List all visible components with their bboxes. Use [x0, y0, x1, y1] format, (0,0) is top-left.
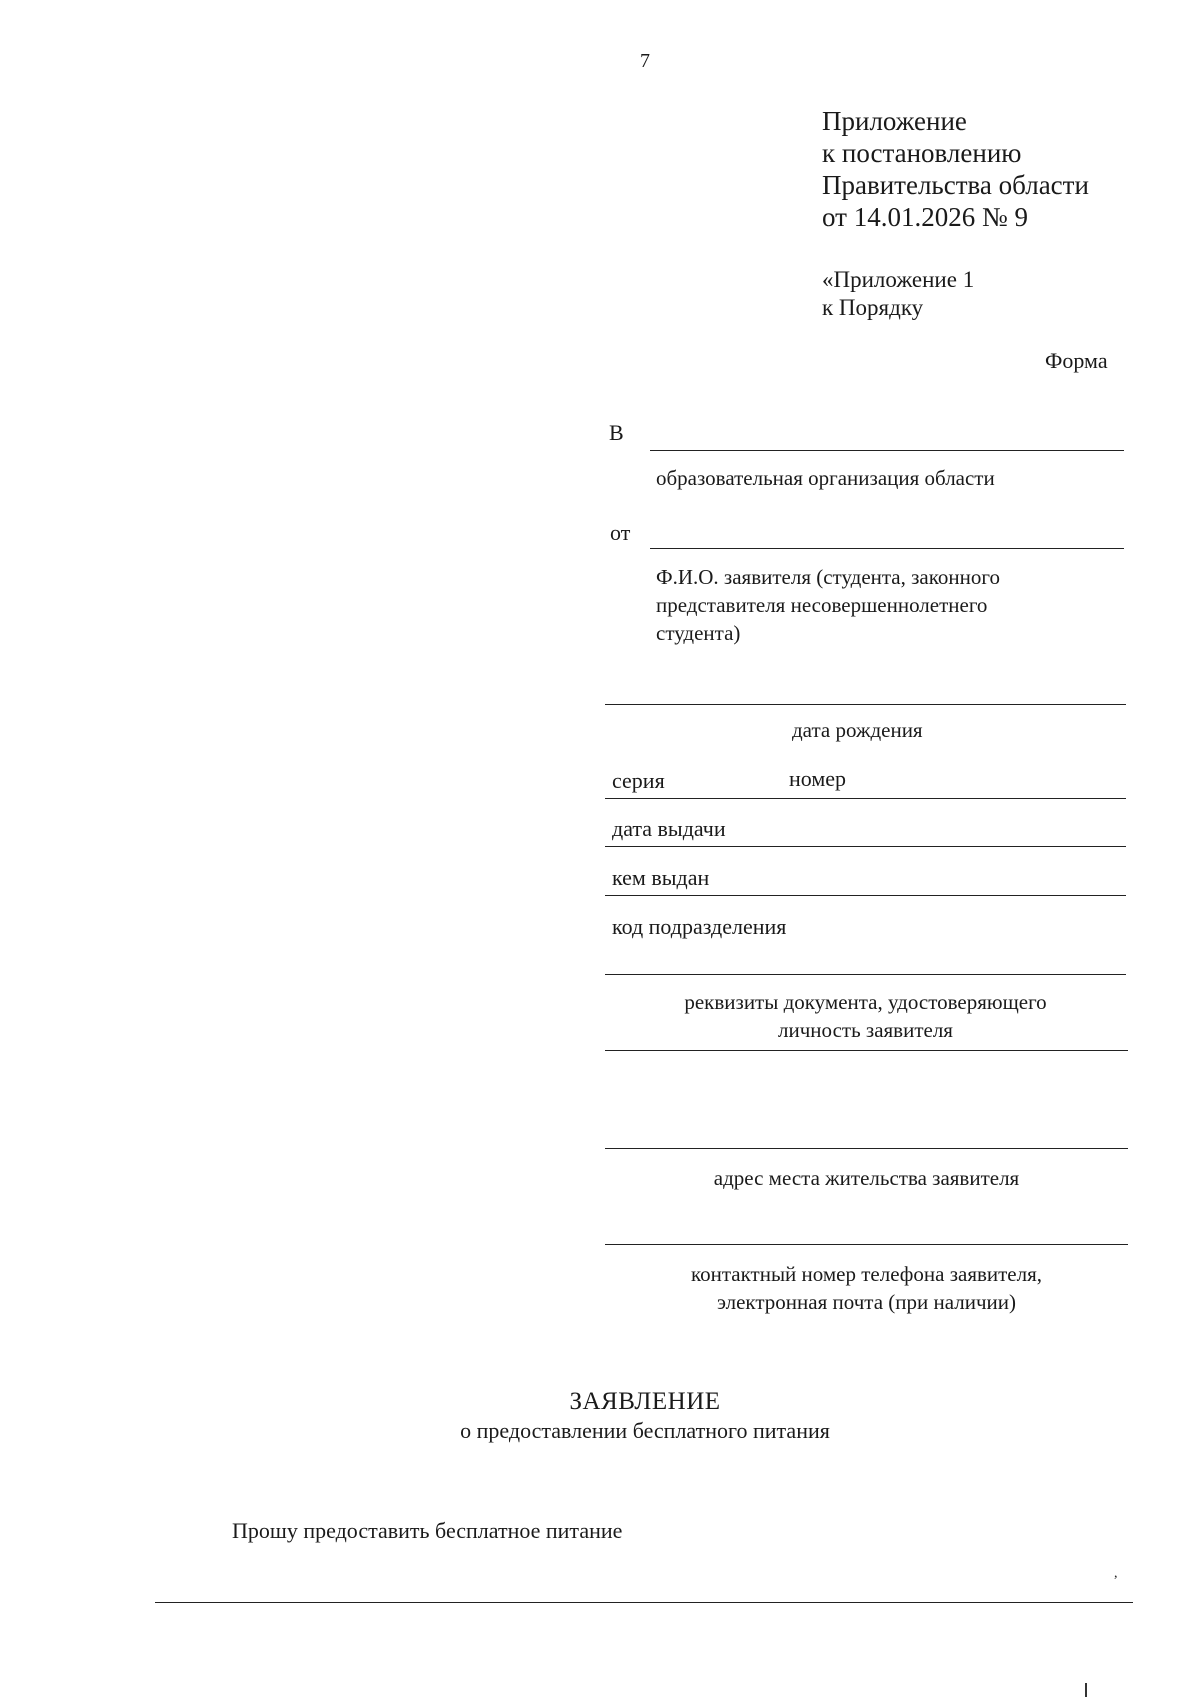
- contact-caption-line: электронная почта (при наличии): [717, 1290, 1016, 1314]
- contact-caption: [605, 1260, 1128, 1316]
- from-caption-line: студента): [656, 621, 741, 645]
- division-code-line[interactable]: [605, 974, 1126, 975]
- appendix-inner-line: «Приложение 1: [822, 267, 975, 292]
- birth-caption: дата рождения: [792, 718, 923, 742]
- number-label: номер: [789, 766, 847, 791]
- appendix-line: от 14.01.2026 № 9: [822, 202, 1028, 232]
- appendix-line: Правительства области: [822, 170, 1089, 200]
- to-prefix: В: [609, 420, 624, 445]
- address-caption: адрес места жительства заявителя: [713, 1166, 1020, 1190]
- form-label: Форма: [1045, 348, 1108, 373]
- birth-date-line[interactable]: [605, 704, 1126, 705]
- to-caption: образовательная организация области: [656, 466, 995, 490]
- issue-date-label: дата выдачи: [612, 816, 726, 841]
- from-caption: [656, 563, 1000, 647]
- from-caption-line: представителя несовершеннолетнего: [656, 593, 988, 617]
- document-subtitle: о предоставлении бесплатного питания: [460, 1418, 830, 1443]
- contact-line[interactable]: [605, 1244, 1128, 1245]
- appendix-block: [822, 105, 1089, 233]
- id-doc-caption-line: реквизиты документа, удостоверяющего: [684, 990, 1047, 1014]
- appendix-line: к постановлению: [822, 138, 1022, 168]
- appendix-line: Приложение: [822, 106, 967, 136]
- issue-date-line[interactable]: [605, 846, 1126, 847]
- from-prefix: от: [610, 520, 631, 545]
- appendix-inner-block: [822, 266, 974, 322]
- request-continuation-line[interactable]: [155, 1602, 1133, 1603]
- contact-caption-line: контактный номер телефона заявителя,: [690, 1262, 1043, 1286]
- from-field-line[interactable]: [650, 548, 1124, 549]
- request-text: Прошу предоставить бесплатное питание: [232, 1518, 623, 1543]
- issued-by-line[interactable]: [605, 895, 1126, 896]
- appendix-inner-line: к Порядку: [822, 295, 924, 320]
- series-label: серия: [612, 768, 665, 793]
- division-code-label: код подразделения: [612, 914, 787, 939]
- scan-mark: [1085, 1683, 1087, 1697]
- issued-by-label: кем выдан: [612, 865, 710, 890]
- document-title: ЗАЯВЛЕНИЕ: [569, 1388, 721, 1415]
- from-caption-line: Ф.И.О. заявителя (студента, законного: [656, 565, 1000, 589]
- to-field-line[interactable]: [650, 450, 1124, 451]
- address-line[interactable]: [605, 1148, 1128, 1149]
- id-doc-caption: [605, 988, 1126, 1044]
- id-doc-line[interactable]: [605, 1050, 1128, 1051]
- comma-mark: ,: [1114, 1566, 1118, 1581]
- page-number: 7: [640, 50, 650, 72]
- series-number-line[interactable]: [605, 798, 1126, 799]
- id-doc-caption-line: личность заявителя: [778, 1018, 953, 1042]
